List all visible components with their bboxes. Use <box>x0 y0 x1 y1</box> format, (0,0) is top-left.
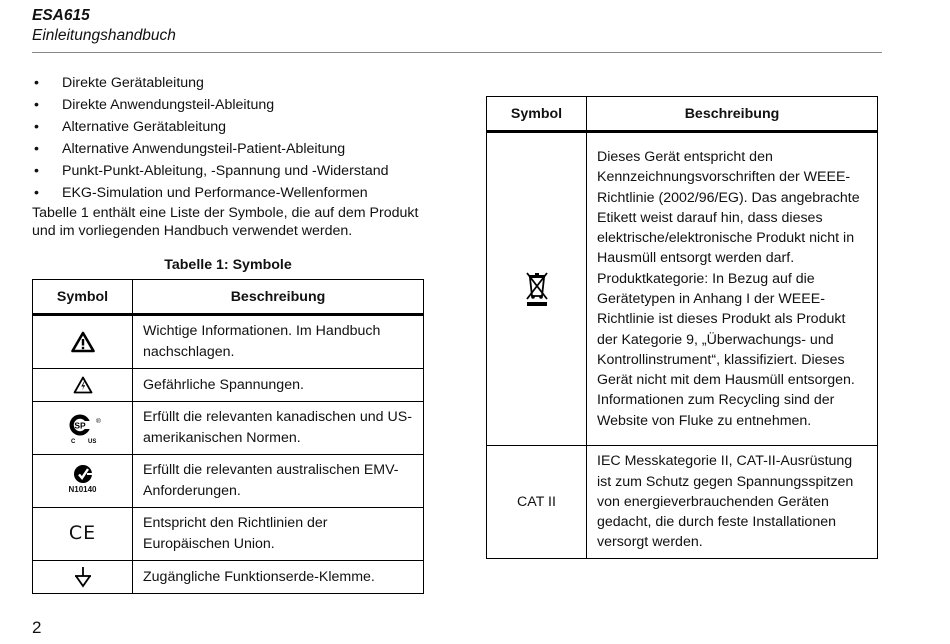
csa-mark-icon <box>63 418 103 444</box>
symbol-description: Dieses Gerät entspricht den Kennzeichnungsvorschriften der WEEE-Richtlinie (2002/96/EG). Das angebrachte Etikett weist darauf hin, dass dieses elektrische/elektronische Produkt nicht in Hausmüll entsorgt werden darf. Produktkategorie: In Bezug auf die Gerätetypen in Anhang I der WEEE-Richtlinie ist dieses Produkt als Produkt der Kategorie 9, „Überwachungs- und Kontrollinstrument“, klassifiziert. Dieses Gerät nicht mit dem Hausmüll entsorgen. Informationen zum Recycling sind der Website von Fluke zu entnehmen. <box>587 132 878 446</box>
c-tick-icon <box>68 464 96 494</box>
weee-bin-icon <box>525 281 549 297</box>
symbol-description: Entspricht den Richtlinien der Europäischen Union. <box>133 508 424 561</box>
product-model: ESA615 <box>32 7 90 24</box>
manual-title: Einleitungshandbuch <box>32 27 176 44</box>
list-item: • Alternative Gerätableitung <box>32 116 424 138</box>
column-header-symbol: Symbol <box>33 280 133 315</box>
symbols-table-continued <box>486 96 878 559</box>
symbol-description: Erfüllt die relevanten australischen EMV-Anforderungen. <box>133 455 424 508</box>
feature-list <box>32 72 424 204</box>
symbol-description: Erfüllt die relevanten kanadischen und US-amerikanischen Normen. <box>133 402 424 455</box>
table-row <box>33 455 424 508</box>
column-header-description: Beschreibung <box>587 97 878 132</box>
high-voltage-icon <box>73 377 93 393</box>
csa-c-label: C <box>70 439 75 444</box>
symbol-description: Wichtige Informationen. Im Handbuch nachschlagen. <box>133 315 424 369</box>
warning-triangle-icon <box>71 334 95 350</box>
intro-paragraph: Tabelle 1 enthält eine Liste der Symbole, die auf dem Produkt und im vorliegenden Handbuch verwendet werden. <box>32 205 419 239</box>
table-row <box>33 369 424 402</box>
functional-earth-icon <box>73 569 93 585</box>
symbol-description: Gefährliche Spannungen. <box>133 369 424 402</box>
cat-ii-symbol: CAT II <box>487 446 587 559</box>
symbol-description: IEC Messkategorie II, CAT-II-Ausrüstung ist zum Schutz gegen Spannungsspitzen von energieverbrauchenden Geräten gedacht, die durch feste Installationen versorgt werden. <box>587 446 878 559</box>
table-row <box>487 446 878 559</box>
list-item: • EKG-Simulation und Performance-Wellenformen <box>32 182 424 204</box>
list-item: • Punkt-Punkt-Ableitung, -Spannung und -Widerstand <box>32 160 424 182</box>
ce-mark-icon: CE <box>68 521 97 544</box>
symbol-description: Zugängliche Funktionserde-Klemme. <box>133 561 424 594</box>
header-rule <box>32 52 882 53</box>
table-row <box>33 315 424 369</box>
table-row <box>33 402 424 455</box>
svg-text:SP: SP <box>73 420 86 431</box>
left-column <box>32 72 424 594</box>
table-caption: Tabelle 1: Symbole <box>164 257 292 273</box>
list-item: • Alternative Anwendungsteil-Patient-Ableitung <box>32 138 424 160</box>
symbols-table <box>32 279 424 594</box>
list-item: • Direkte Gerätableitung <box>32 72 424 94</box>
registered-mark: ® <box>95 418 101 425</box>
csa-us-label: US <box>87 439 96 444</box>
column-header-description: Beschreibung <box>133 280 424 315</box>
right-column <box>486 96 878 559</box>
table-row <box>487 132 878 446</box>
column-header-symbol: Symbol <box>487 97 587 132</box>
list-item: • Direkte Anwendungsteil-Ableitung <box>32 94 424 116</box>
table-row <box>33 508 424 561</box>
table-row <box>33 561 424 594</box>
c-tick-number: N10140 <box>68 484 97 494</box>
page-header <box>32 6 176 46</box>
page-number: 2 <box>32 618 42 637</box>
